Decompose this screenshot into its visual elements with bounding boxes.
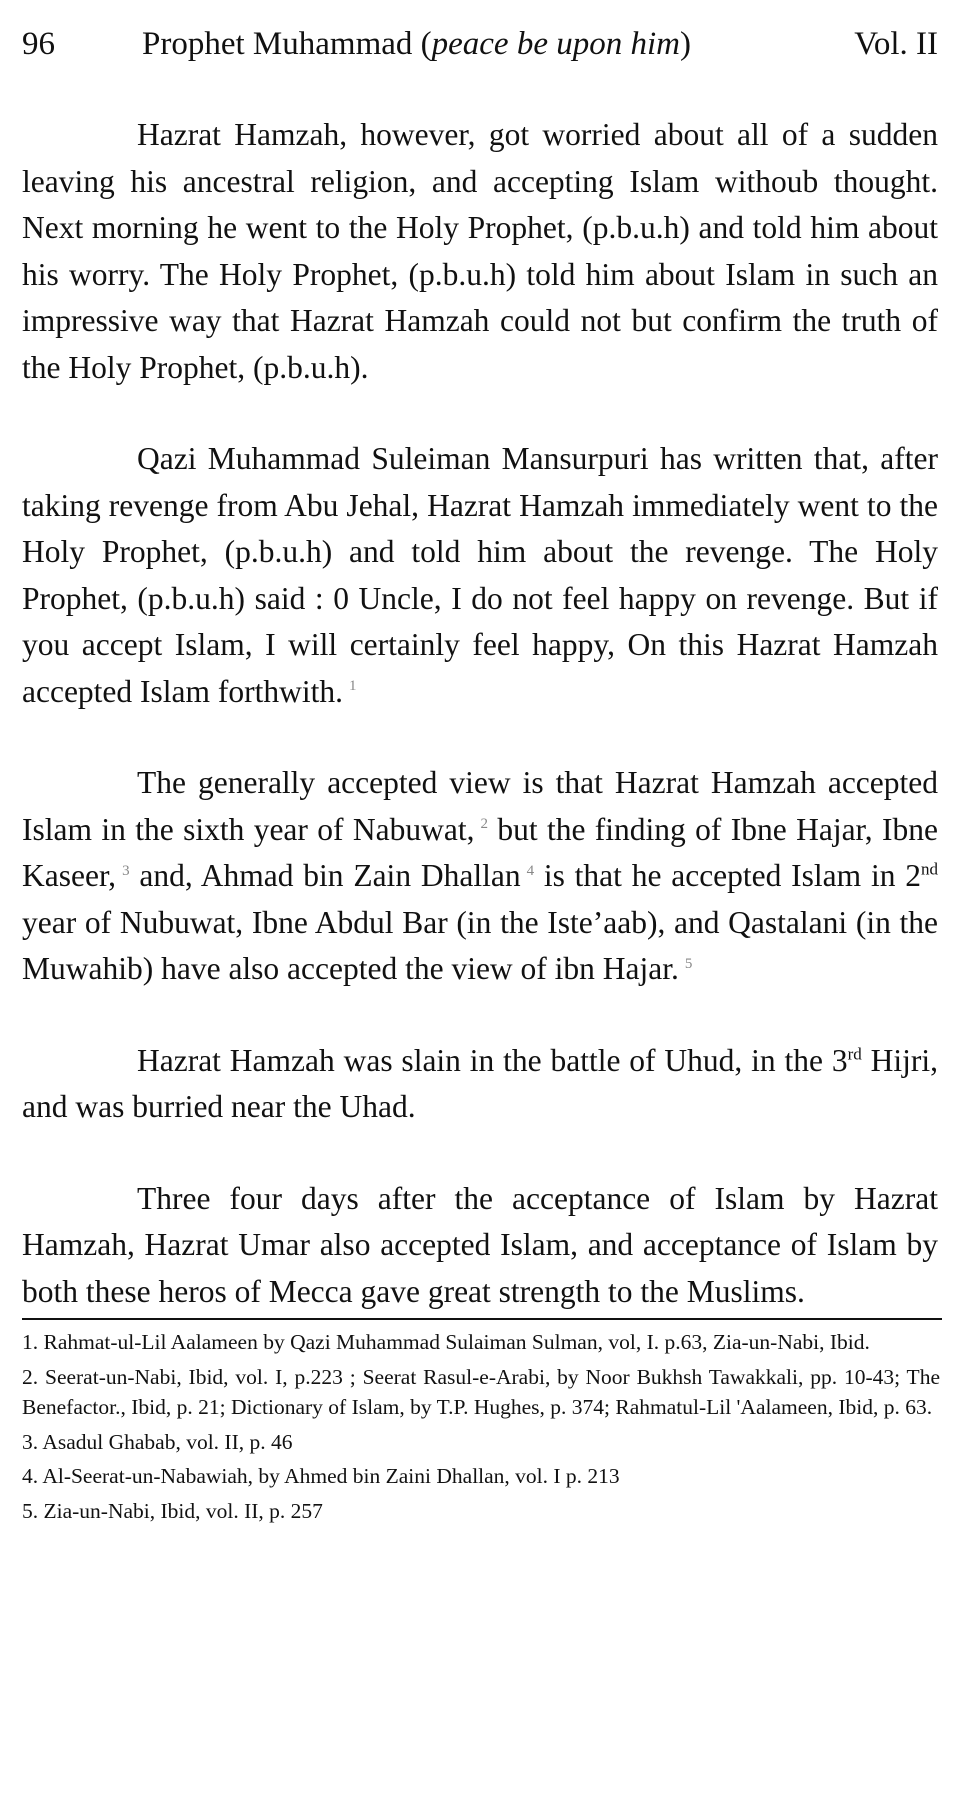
paragraph-3-text-c: and, Ahmad bin Zain Dhallan [139, 858, 521, 893]
paragraph-4-text-b: Hijri, and was burried near the Uhad. [22, 1042, 938, 1124]
paragraph-1: Hazrat Hamzah, however, got worried about all of a sudden leaving his ancestral religion, and accepting Islam withoub thought. Next morning he went to the Holy Prophet, (p.b.u.h) and told him about his worry. The Holy Prophet, (p.b.u.h) told him about Islam in such an impressive way that Hazrat Hamzah could not but confirm the truth of the Holy Prophet, (p.b.u.h). [22, 117, 938, 385]
paragraph-3-text-d: is that he accepted Islam in 2 [543, 858, 922, 893]
footnote-3: 3. Asadul Ghabab, vol. II, p. 46 [22, 1429, 293, 1454]
footnote-4: 4. Al-Seerat-un-Nabawiah, by Ahmed bin Zaini Dhallan, vol. I p. 213 [22, 1464, 620, 1488]
book-title-italic: peace be upon him [431, 26, 680, 62]
paragraph-3-text-e: year of Nubuwat, Ibne Abdul Bar (in the Iste’aab), and Qastalani (in the Muwahib) have also accepted the view of ibn Hajar. [22, 904, 938, 986]
page-number: 96 [22, 26, 55, 62]
footnote-ref-2: 2 [480, 816, 488, 832]
footnote-1: 1. Rahmat-ul-Lil Aalameen by Qazi Muhammad Sulaiman Sulman, vol, I. p.63, Zia-un-Nabi, Ibid. [22, 1330, 870, 1354]
running-header [22, 26, 938, 70]
paragraph-3-text-b: but the finding of Ibne Hajar, Ibne Kaseer, [22, 811, 938, 893]
paragraph-2 [22, 436, 938, 715]
book-title: Prophet Muhammad (peace be upon him) [142, 26, 691, 62]
footnotes [22, 1327, 940, 1530]
paragraph-3 [22, 760, 938, 993]
paragraph-2-text: Qazi Muhammad Suleiman Mansurpuri has written that, after taking revenge from Abu Jehal, Hazrat Hamzah immediately went to the Holy Prophet, (p.b.u.h) and told him about the revenge. The Holy Prophet, (p.b.u.h) said : 0 Uncle, I do not feel happy on revenge. But if you accept Islam, I will certainly feel happy, On this Hazrat Hamzah accepted Islam forthwith. [22, 441, 938, 709]
footnote-5: 5. Zia-un-Nabi, Ibid, vol. II, p. 257 [22, 1498, 323, 1523]
paragraph-4 [22, 1038, 938, 1131]
paragraph-4-text-a: Hazrat Hamzah was slain in the battle of Uhud, in the 3 [137, 1042, 848, 1078]
paragraph-5: Three four days after the acceptance of Islam by Hazrat Hamzah, Hazrat Umar also accepted Islam, and acceptance of Islam by both these heros of Mecca gave great strength to the Muslims. [22, 1180, 938, 1309]
volume-label: Vol. II [854, 26, 938, 62]
footnote-ref-5: 5 [684, 955, 693, 972]
paragraph-3-text-a: The generally accepted view is that Hazrat Hamzah accepted Islam in the sixth year of Nabuwat, [22, 765, 938, 847]
page-body [22, 112, 938, 1359]
ordinal-suffix-rd: rd [847, 1044, 862, 1063]
footnote-2: 2. Seerat-un-Nabi, Ibid, vol. I, p.223 ; Seerat Rasul-e-Arabi, by Noor Bukhsh Tawakkali, pp. 10-43; The Benefactor., Ibid, p. 21; Dictionary of Islam, by T.P. Hughes, p. 374; Rahmatul-Lil 'Aalameen, Ibid, p. 63. [22, 1364, 940, 1419]
footnote-ref-3: 3 [122, 862, 130, 879]
footnote-divider [22, 1318, 942, 1320]
footnote-ref-4: 4 [526, 862, 535, 879]
footnote-ref-1: 1 [349, 678, 357, 694]
book-title-main: Prophet Muhammad [142, 26, 413, 62]
ordinal-suffix-nd: nd [921, 859, 939, 879]
